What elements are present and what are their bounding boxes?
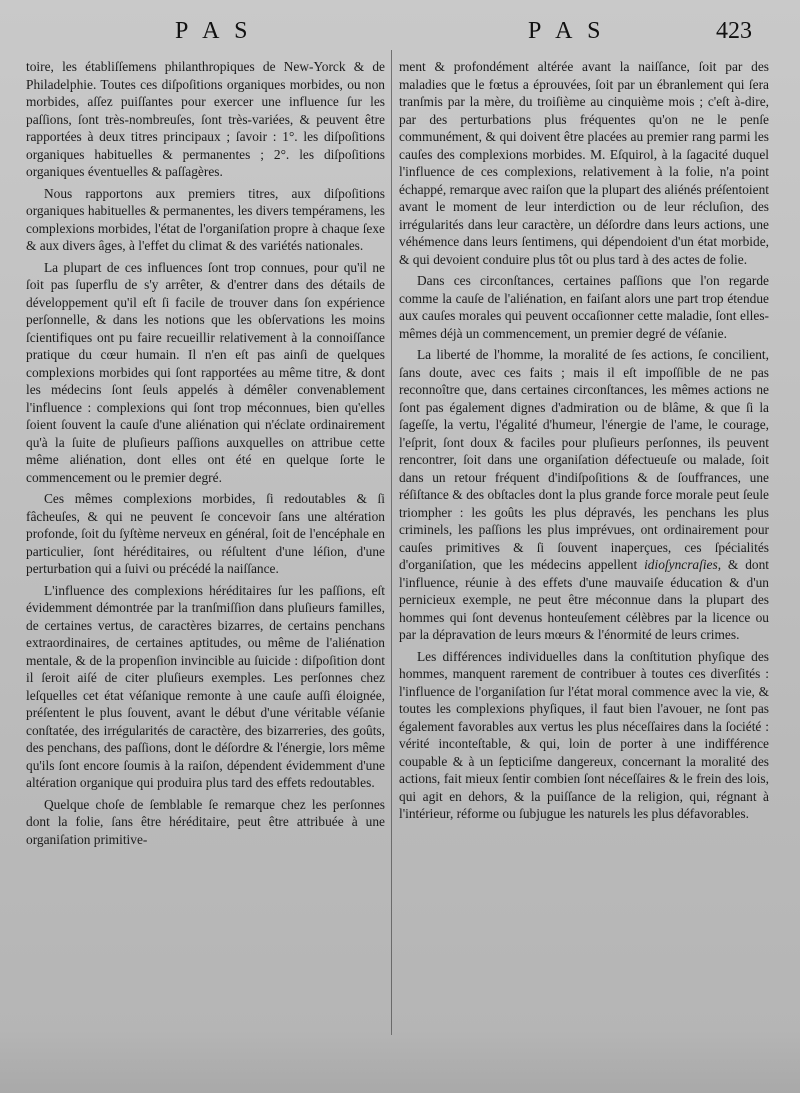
paragraph: Quelque choſe de ſemblable ſe remarque chez les perſonnes dont la folie, ſans être héréditaire, peut être attribuée à une organiſation primitive- [26, 796, 385, 847]
paragraph: Les différences individuelles dans la conſtitution phyſique des hommes, manquent rarement de contribuer à toutes ces diverſités : l'influence de l'organiſation ſur l'état moral commence avec la vie, & toutes les complexions phyſiques, il faut bien l'avouer, ne ſont pas également favorables aux vertus les plus néceſſaires dans la ſociété : vérité inconteſtable, & qui, loin de porter à une indifférence coupable & à un ſepticiſme dangereux, concernant la moralité des actions, fait mieux ſentir combien ſont néceſſaires & le frein des lois, qui agit en dehors, & la puiſſance de la religion, qui, régnant à l'intérieur, réforme ou ſubjugue les naturels les plus défavorables. [399, 648, 769, 821]
left-column [26, 58, 385, 852]
header-left-title: P A S [175, 18, 253, 44]
page-number: 423 [716, 18, 752, 44]
paragraph-text: La liberté de l'homme, la moralité de ſes actions, ſe concilient, ſans doute, avec ces faits ; mais il eſt impoſſible de ne pas reconnoître que, dans certaines circonſtances, les mêmes actions ne ſont pas également dignes d'admiration ou de blâme, & que ſi la ſageſſe, la vertu, l'égalité d'humeur, l'énergie de l'ame, le courage, l'eſprit, ſont doux & faciles pour pluſieurs perſonnes, ils peuvent rencontrer, ſoit dans une organiſation défectueuſe ou malade, ſoit dans un retour fréquent d'indiſpoſitions & de ſouffrances, une réſiſtance & des obſtacles dont la plus grande force morale peut ſeule triompher : les goûts les plus dépravés, les penchans les plus criminels, les paſſions les plus imprévues, ont ordinairement pour cauſes primitives & ſi ſouvent inaperçues, ces ſpécialités d'organiſation, que les médecins appellent [399, 347, 769, 572]
paragraph: Dans ces circonſtances, certaines paſſions que l'on regarde comme la cauſe de l'aliénation, en faiſant alors une part trop étendue aux cauſes morales qui peuvent occaſionner cette maladie, ſont elles-mêmes déjà un commencement, un premier degré de véſanie. [399, 273, 769, 341]
running-header [0, 18, 800, 48]
paragraph: La plupart de ces influences ſont trop connues, pour qu'il ne ſoit pas ſuperflu de s'y arrêter, & d'entrer dans des détails de développement qu'il eſt ſi facile de trouver dans ſon expérience perſonnelle, & dans les notions que les obſervations les moins ſcientifiques ont pu faire recueillir relativement à la connoiſſance pratique du cœur humain. Il n'en eſt pas ainſi de quelques complexions morbides qui ſont rapportées au même titre, & dont les médecins ſont ſeuls appelés à démêler convenablement l'influence : complexions qui ſont trop méconnues, bien qu'elles ſoient ſouvent la cauſe d'une aliénation qui n'éclate ordinairement qu'à la ſuite de pluſieurs paſſions auxquelles on attribue cette même aliénation, dont elles ont été en quelque ſorte le commencement ou le premier degré. [26, 259, 385, 485]
paragraph: Ces mêmes complexions morbides, ſi redoutables & ſi fâcheuſes, & qui ne peuvent ſe concevoir ſans une altération profonde, ſoit du ſyſtème nerveux en général, ſoit de l'encéphale en particulier, ſont héréditaires, ou réſultent d'une léſion, d'une perturbation qui a ſuivi ou précédé la naiſſance. [26, 491, 385, 576]
column-divider [391, 50, 392, 1035]
italic-term: idioſyncraſies [644, 557, 718, 572]
header-right-title: P A S [528, 18, 606, 44]
right-column [399, 58, 769, 827]
paragraph [399, 346, 769, 644]
paragraph-text-tail: , & dont l'influence, réunie à des effets d'une mauvaiſe éducation & d'un pernicieux exemple, ne peut être méconnue dans la plupart des hommes qui ſont devenus honteuſement célèbres par la licence ou par la dépravation de leurs mœurs & l'énormité de leurs crimes. [399, 557, 770, 642]
paragraph: Nous rapportons aux premiers titres, aux diſpoſitions organiques habituelles & permanentes, les divers tempéramens, les complexions morbides, l'état de l'organiſation propre à chaque ſexe & aux divers âges, à l'effet du climat & des variétés nationales. [26, 185, 385, 253]
bottom-margin-shade [0, 1030, 800, 1093]
paragraph: L'influence des complexions héréditaires ſur les paſſions, eſt évidemment démontrée par la tranſmiſſion dans pluſieurs familles, de certaines vertus, de caractères bizarres, de certains penchans extraordinaires, de certaines aptitudes, ou même de l'aliénation mentale, & de la propenſion invincible au ſuicide : diſpoſition dont il ſeroit aiſé de citer pluſieurs exemples. Les perſonnes chez leſquelles cet état véſanique remonte à une cauſe auſſi éloignée, préſentent le plus ſouvent, avant le début d'une véritable véſanie conſtatée, des irrégularités de caractère, des bizarreries, des goûts, des penchans, des paſſions, dont le déſordre & l'énergie, lors même qu'ils ſont encore ſoumis à la raiſon, dépendent évidemment d'une altération organique qui produira plus tard des effets redoutables. [26, 582, 385, 790]
paragraph: toire, les établiſſemens philanthropiques de New-Yorck & de Philadelphie. Toutes ces diſpoſitions organiques morbides, ou non morbides, aſſez puiſſantes pour exercer une influence ſur les paſſions, ſont très-nombreuſes, ſont très-variées, & peuvent être rapportées à deux titres principaux ; ſavoir : 1°. les diſpoſitions organiques habituelles & permanentes ; 2°. les diſpoſitions organiques éventuelles & paſſagères. [26, 59, 385, 179]
paragraph: ment & profondément altérée avant la naiſſance, ſoit par des maladies que le fœtus a éprouvées, ſoit par un ébranlement qui ſera tranſmis par la mère, du troiſième au cinquième mois ; c'eſt à-dire, par des perturbations plus fréquentes qu'on ne le penſe communément, & qui doivent être placées au premier rang parmi les cauſes des complexions morbides. M. Eſquirol, à la ſagacité duquel l'influence de ces complexions, relativement à la folie, n'a point échappé, remarque avec raiſon que la plupart des aliénés préſentoient avant le moment de leur interdiction ou de leur récluſion, des irrégularités dans leur caractère, un déſordre dans leurs actions, une véhémence dans leurs ſentimens, qui dépendoient d'un état morbide, & qui devoient conduire plus tôt ou plus tard à des actes de folie. [399, 59, 769, 267]
